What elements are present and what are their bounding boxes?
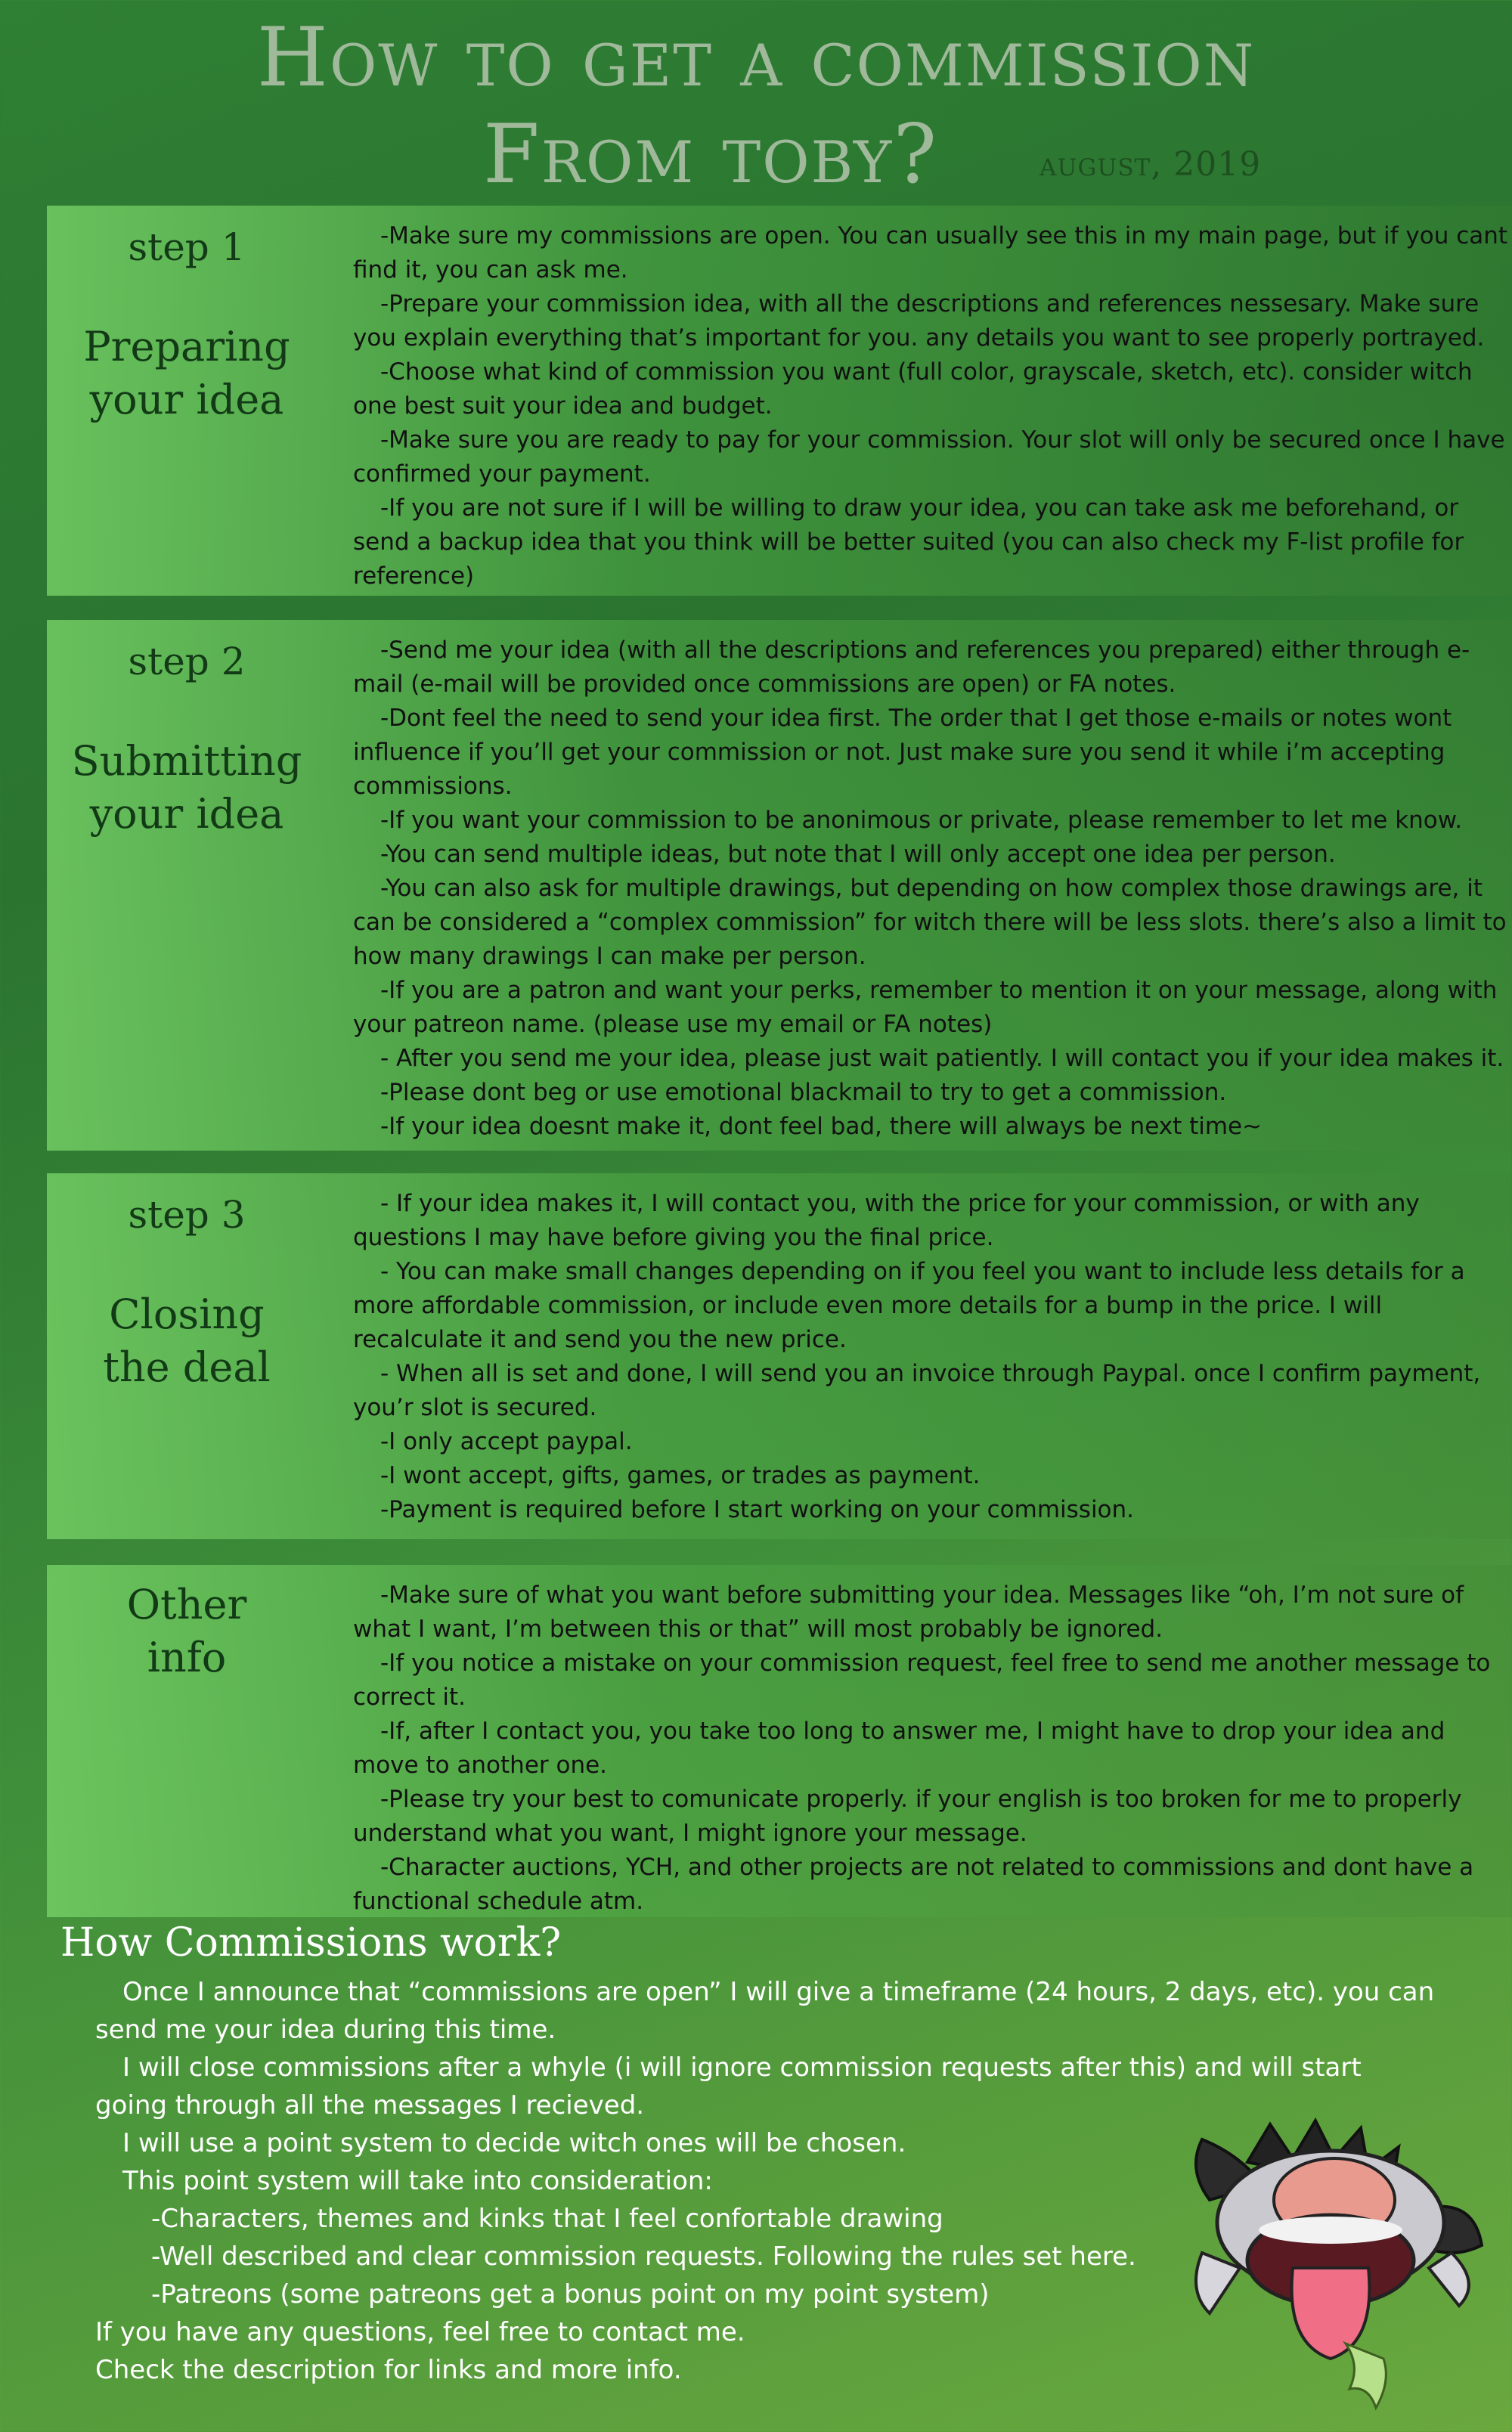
step-2-text bbox=[353, 634, 1510, 1144]
how-paragraph: I will use a point system to decide witch ones will be chosen. bbox=[122, 2128, 906, 2158]
step-2-name bbox=[47, 735, 327, 841]
other-info-line: -Character auctions, YCH, and other projects are not related to commissions and dont have a functional schedule atm. bbox=[353, 1854, 1474, 1915]
title-line-2: From toby? bbox=[482, 107, 939, 202]
step-2-heading bbox=[47, 620, 327, 841]
step-1-text bbox=[353, 219, 1510, 593]
other-info-line: -If you notice a mistake on your commission request, feel free to send me another message to correct it. bbox=[353, 1650, 1491, 1711]
how-commissions-title: How Commissions work? bbox=[60, 1920, 562, 1966]
step-3-line: - If your idea makes it, I will contact you, with the price for your commission, or with any questions I may have before giving you the final price. bbox=[353, 1190, 1420, 1251]
other-info-text bbox=[353, 1578, 1510, 1919]
mascot-drool bbox=[1346, 2344, 1386, 2408]
step-3-name-line-2: the deal bbox=[103, 1343, 271, 1391]
other-info-line: -If, after I contact you, you take too long to answer me, I might have to drop your idea and move to another one. bbox=[353, 1718, 1445, 1779]
step-2-number: step 2 bbox=[128, 640, 246, 683]
how-paragraph: Once I announce that “commissions are open” I will give a timeframe (24 hours, 2 days, etc). you can send me your idea during this time. bbox=[95, 1977, 1435, 2045]
how-bullet: -Well described and clear commission requests. Following the rules set here. bbox=[151, 2241, 1136, 2272]
step-1-name bbox=[47, 321, 327, 426]
step-1-number: step 1 bbox=[128, 225, 246, 269]
how-paragraph: Check the description for links and more info. bbox=[95, 2355, 682, 2385]
other-info-name-line-1: Other bbox=[126, 1581, 247, 1628]
step-2-line: - After you send me your idea, please just wait patiently. I will contact you if your idea makes it. bbox=[380, 1045, 1504, 1072]
other-info-name-line-2: info bbox=[147, 1634, 227, 1681]
how-bullet: -Characters, themes and kinks that I feel confortable drawing bbox=[151, 2204, 943, 2234]
step-1-panel bbox=[47, 206, 1512, 596]
step-2-line: -Send me your idea (with all the descriptions and references you prepared) either through e-mail (e-mail will be provided once commissions are open) or FA notes. bbox=[353, 637, 1470, 698]
other-info-line: -Please try your best to comunicate properly. if your english is too broken for me to properly understand what you want, I might ignore your message. bbox=[353, 1786, 1462, 1847]
other-info-name bbox=[47, 1578, 327, 1684]
mascot-illustration bbox=[1179, 2117, 1497, 2419]
step-2-name-line-2: your idea bbox=[89, 790, 284, 838]
title-line-1: How to get a commission bbox=[256, 11, 1256, 105]
date: august, 2019 bbox=[1040, 145, 1262, 184]
step-1-line: -If you are not sure if I will be willing to draw your idea, you can take ask me beforehand, or send a backup idea that you think will be better suited (you can also check my F-list profile for reference) bbox=[353, 494, 1464, 590]
step-3-line: -Payment is required before I start working on your commission. bbox=[380, 1496, 1135, 1523]
step-3-line: -I wont accept, gifts, games, or trades as payment. bbox=[380, 1462, 981, 1489]
mascot-tongue bbox=[1292, 2268, 1370, 2359]
step-2-line: -Please dont beg or use emotional blackmail to try to get a commission. bbox=[380, 1079, 1227, 1106]
step-3-text bbox=[353, 1187, 1510, 1527]
step-1-line: -Prepare your commission idea, with all the descriptions and references nessesary. Make sure you explain everything that’s important for you. any details you want to see properly portrayed. bbox=[353, 290, 1485, 352]
step-2-line: -If your idea doesnt make it, dont feel bad, there will always be next time~ bbox=[380, 1113, 1263, 1140]
step-1-name-line-1: Preparing bbox=[83, 323, 290, 370]
other-info-heading bbox=[47, 1565, 327, 1684]
step-2-line: -You can send multiple ideas, but note that I will only accept one idea per person. bbox=[380, 841, 1336, 868]
step-3-number: step 3 bbox=[128, 1193, 246, 1237]
how-paragraph: If you have any questions, feel free to contact me. bbox=[95, 2317, 745, 2347]
step-2-line: -If you are a patron and want your perks, remember to mention it on your message, along with your patreon name. (please use my email or FA notes) bbox=[353, 977, 1498, 1038]
step-2-line: -You can also ask for multiple drawings, but depending on how complex those drawings are, it can be considered a “complex commission” for witch there will be less slots. there’s also a limit to how many drawings I can make per person. bbox=[353, 875, 1507, 970]
step-1-line: -Choose what kind of commission you want (full color, grayscale, sketch, etc). consider witch one best suit your idea and budget. bbox=[353, 358, 1473, 420]
mascot-side-right bbox=[1429, 2253, 1469, 2306]
step-3-line: -I only accept paypal. bbox=[380, 1428, 633, 1455]
step-1-name-line-2: your idea bbox=[89, 376, 284, 423]
how-bullet: -Patreons (some patreons get a bonus point on my point system) bbox=[151, 2279, 990, 2310]
step-2-panel bbox=[47, 620, 1512, 1151]
step-2-line: -Dont feel the need to send your idea first. The order that I get those e-mails or notes wont influence if you’ll get your commission or not. Just make sure you send it while i’m accepting commissions. bbox=[353, 705, 1452, 800]
other-info-line: -Make sure of what you want before submitting your idea. Messages like “oh, I’m not sure of what I want, I’m between this or that” will most probably be ignored. bbox=[353, 1582, 1464, 1643]
step-3-panel bbox=[47, 1173, 1512, 1539]
step-1-heading bbox=[47, 206, 327, 426]
step-3-name bbox=[47, 1288, 327, 1394]
step-3-heading bbox=[47, 1173, 327, 1394]
step-3-line: - When all is set and done, I will send you an invoice through Paypal. once I confirm payment, you’r slot is secured. bbox=[353, 1360, 1481, 1421]
how-paragraph: This point system will take into consideration: bbox=[122, 2166, 713, 2196]
how-paragraph: I will close commissions after a whyle (i will ignore commission requests after this) and will start going through all the messages I recieved. bbox=[95, 2052, 1362, 2121]
other-info-panel bbox=[47, 1565, 1512, 1917]
step-2-name-line-1: Submitting bbox=[71, 737, 302, 785]
step-1-line: -Make sure my commissions are open. You can usually see this in my main page, but if you cant find it, you can ask me. bbox=[353, 222, 1508, 283]
step-3-line: - You can make small changes depending on if you feel you want to include less details for a more affordable commission, or include even more details for a bump in the price. I will recalculate it and send you the new price. bbox=[353, 1258, 1465, 1353]
step-3-name-line-1: Closing bbox=[109, 1290, 265, 1338]
step-2-line: -If you want your commission to be anonimous or private, please remember to let me know. bbox=[380, 807, 1463, 834]
mascot-teeth bbox=[1259, 2217, 1402, 2244]
step-1-line: -Make sure you are ready to pay for your commission. Your slot will only be secured once I have confirmed your payment. bbox=[353, 426, 1505, 488]
